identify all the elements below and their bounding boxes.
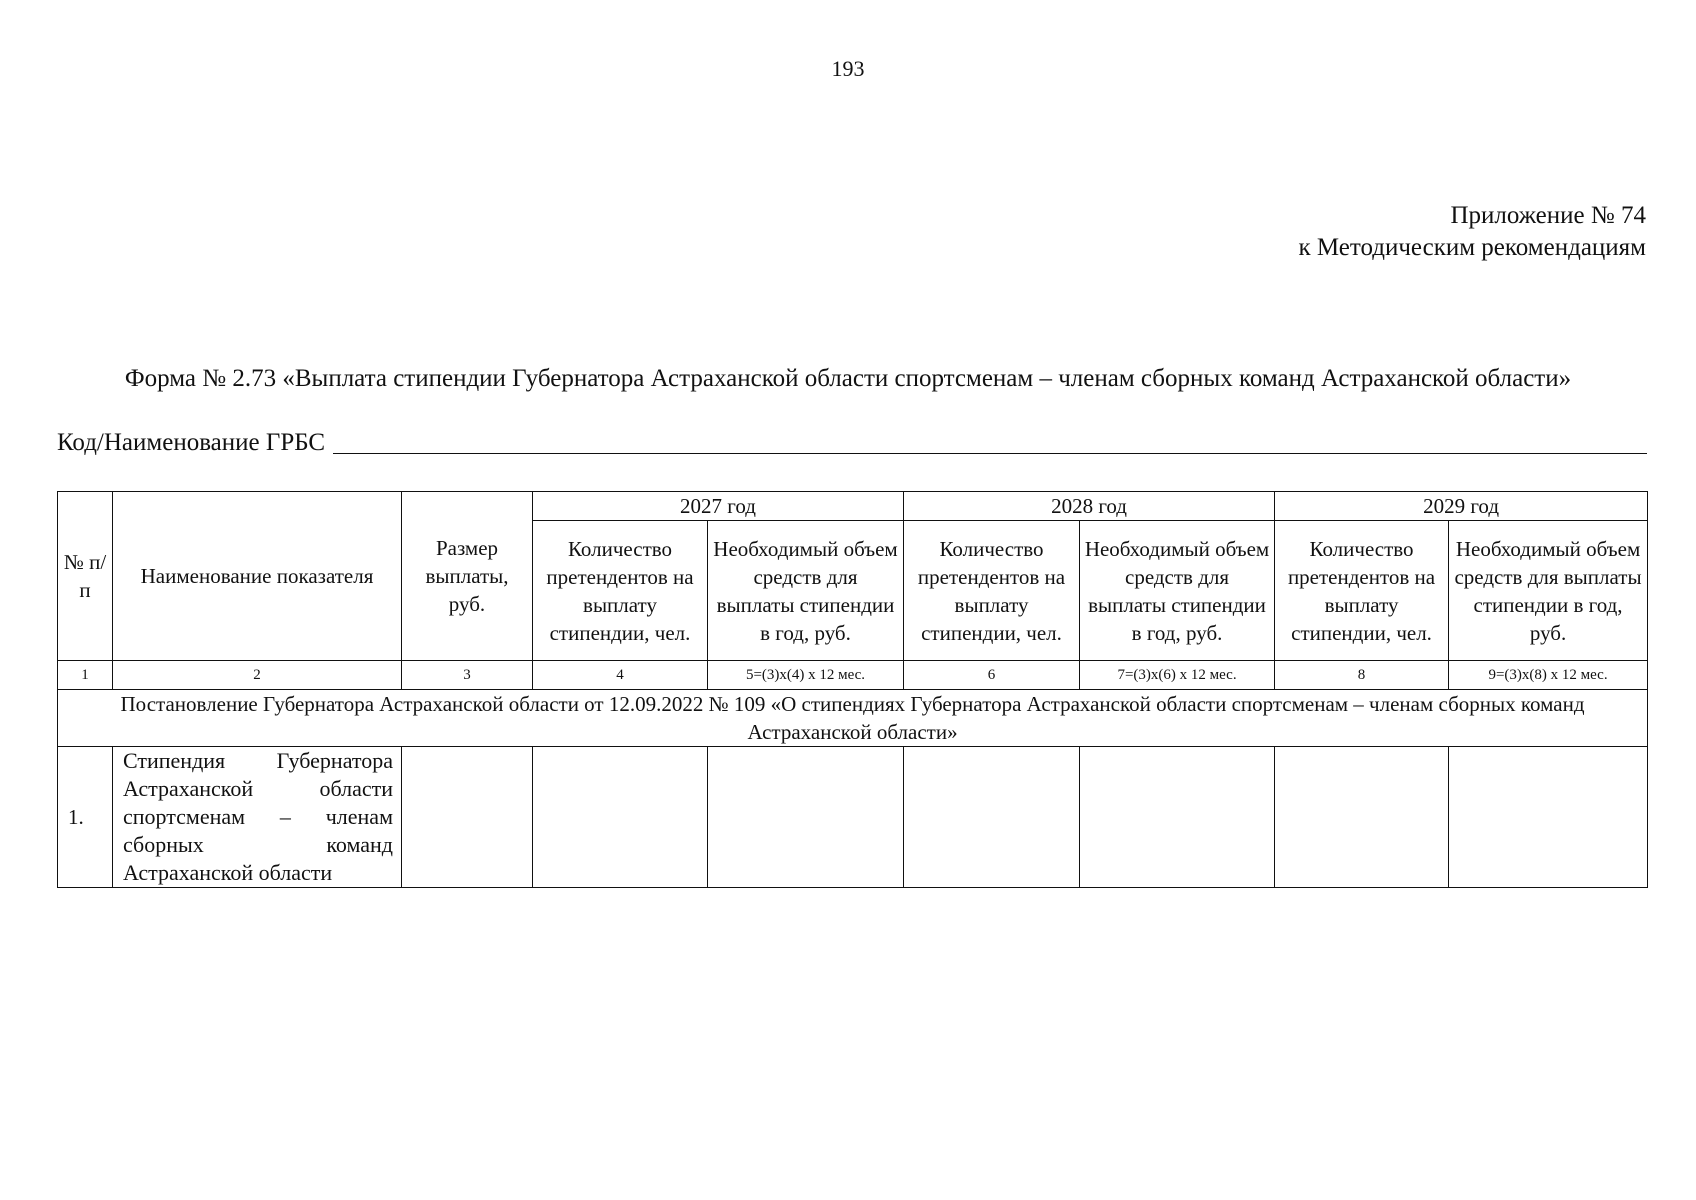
- appendix-subtitle: к Методическим рекомендациям: [1298, 234, 1646, 261]
- count-2029-cell[interactable]: [1275, 747, 1449, 888]
- header-year-2029: 2029 год: [1275, 492, 1648, 521]
- count-2028-cell[interactable]: [904, 747, 1080, 888]
- header-name: Наименование показателя: [113, 492, 402, 661]
- grbs-label: Код/Наименование ГРБС: [57, 429, 326, 456]
- column-number: 9=(3)х(8) х 12 мес.: [1449, 661, 1648, 690]
- appendix-reference: [1298, 200, 1646, 264]
- header-volume-2027: Необходимый объем средств для выплаты стипендии в год, руб.: [708, 521, 904, 661]
- header-year-2028: 2028 год: [904, 492, 1275, 521]
- column-number: 6: [904, 661, 1080, 690]
- header-count-2027: Количество претендентов на выплату стипендии, чел.: [533, 521, 708, 661]
- column-number: 2: [113, 661, 402, 690]
- appendix-number: Приложение № 74: [1450, 202, 1646, 229]
- column-number: 7=(3)х(6) х 12 мес.: [1080, 661, 1275, 690]
- column-number: 8: [1275, 661, 1449, 690]
- header-volume-2028: Необходимый объем средств для выплаты стипендии в год, руб.: [1080, 521, 1275, 661]
- form-table: [57, 491, 1648, 888]
- row-number: 1.: [58, 747, 113, 888]
- table-row: [58, 747, 1648, 888]
- header-count-2029: Количество претендентов на выплату стипендии, чел.: [1275, 521, 1449, 661]
- header-num: № п/п: [58, 492, 113, 661]
- column-number: 4: [533, 661, 708, 690]
- column-number: 5=(3)х(4) х 12 мес.: [708, 661, 904, 690]
- header-volume-2029: Необходимый объем средств для выплаты стипендии в год, руб.: [1449, 521, 1648, 661]
- indicator-name: Стипендия Губернатора Астраханской области спортсменам – членам сборных команд Астраханской области: [113, 747, 402, 888]
- volume-2027-cell[interactable]: [708, 747, 904, 888]
- volume-2028-cell[interactable]: [1080, 747, 1275, 888]
- header-size: Размер выплаты, руб.: [402, 492, 533, 661]
- section-title: Постановление Губернатора Астраханской области от 12.09.2022 № 109 «О стипендиях Губернатора Астраханской области спортсменам – членам сборных команд Астраханской области»: [58, 690, 1648, 747]
- count-2027-cell[interactable]: [533, 747, 708, 888]
- grbs-field: [57, 427, 1647, 459]
- header-year-2027: 2027 год: [533, 492, 904, 521]
- payment-size-cell[interactable]: [402, 747, 533, 888]
- column-number: 3: [402, 661, 533, 690]
- header-count-2028: Количество претендентов на выплату стипендии, чел.: [904, 521, 1080, 661]
- column-numbers-row: [58, 661, 1648, 690]
- grbs-blank-line: [333, 427, 1647, 454]
- page-number: 193: [831, 56, 865, 81]
- table-header-row-years: [58, 492, 1648, 521]
- column-number: 1: [58, 661, 113, 690]
- volume-2029-cell[interactable]: [1449, 747, 1648, 888]
- section-row: [58, 690, 1648, 747]
- form-title: Форма № 2.73 «Выплата стипендии Губернатора Астраханской области спортсменам – членам сборных команд Астраханской области»: [124, 365, 1572, 392]
